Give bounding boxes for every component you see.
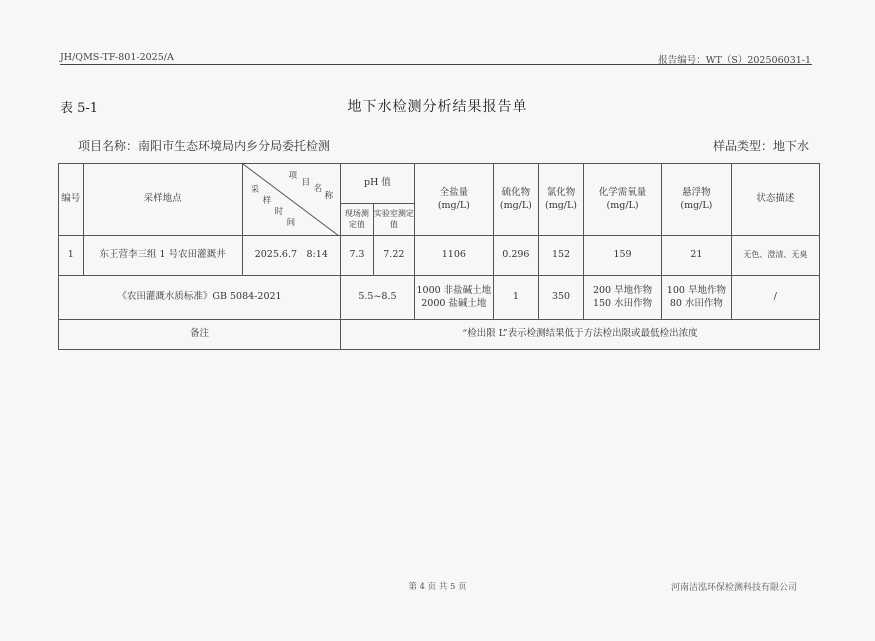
diag-item-char: 目 bbox=[301, 178, 311, 188]
report-title: 地下水检测分析结果报告单 bbox=[347, 99, 528, 115]
col-ph-header: pH 值 bbox=[341, 164, 415, 204]
document-code: JH/QMS-TF-801-2025/A bbox=[60, 52, 174, 63]
diag-time-char: 间 bbox=[286, 218, 296, 228]
cell-location: 东王营李三组 1 号农田灌溉井 bbox=[83, 236, 242, 276]
col-sulfide-header: 硫化物 (mg/L) bbox=[493, 164, 538, 236]
table-number: 表 5-1 bbox=[60, 101, 99, 116]
col-ph-lab-header: 实验室测定值 bbox=[373, 204, 414, 236]
diag-item-char: 称 bbox=[324, 191, 334, 201]
sample-type: 样品类型：地下水 bbox=[712, 139, 809, 153]
col-ph-field-header: 现场测定值 bbox=[341, 204, 374, 236]
results-table bbox=[58, 163, 820, 350]
diag-time-char: 样 bbox=[262, 196, 272, 206]
col-state-header: 状态描述 bbox=[731, 164, 819, 236]
cell-ss: 21 bbox=[662, 236, 732, 276]
diag-item-char: 名 bbox=[313, 184, 323, 194]
standard-ph: 5.5~8.5 bbox=[341, 276, 415, 320]
cell-index: 1 bbox=[59, 236, 84, 276]
col-ss-header: 悬浮物 (mg/L) bbox=[662, 164, 732, 236]
diag-time-char: 采 bbox=[250, 185, 260, 195]
remarks-label: 备注 bbox=[59, 320, 341, 350]
col-salt-header: 全盐量 (mg/L) bbox=[414, 164, 493, 236]
diagonal-header-cell bbox=[242, 164, 340, 236]
cell-salt: 1106 bbox=[414, 236, 493, 276]
standard-row bbox=[59, 276, 820, 320]
standard-ss: 100 旱地作物 80 水田作物 bbox=[662, 276, 732, 320]
standard-salt: 1000 非盐碱土地 2000 盐碱土地 bbox=[414, 276, 493, 320]
col-location-header: 采样地点 bbox=[83, 164, 242, 236]
table-row bbox=[59, 236, 820, 276]
col-index-header: 编号 bbox=[59, 164, 84, 236]
project-name: 项目名称：南阳市生态环境局内乡分局委托检测 bbox=[78, 139, 331, 153]
col-cod-header: 化学需氧量 (mg/L) bbox=[584, 164, 662, 236]
cell-cod: 159 bbox=[584, 236, 662, 276]
diag-item-char: 项 bbox=[288, 171, 298, 181]
standard-name: 《农田灌溉水质标准》GB 5084-2021 bbox=[59, 276, 341, 320]
cell-ph-lab: 7.22 bbox=[373, 236, 414, 276]
cell-state: 无色、澄清、无臭 bbox=[731, 236, 819, 276]
diag-time-char: 时 bbox=[274, 207, 284, 217]
standard-chloride: 350 bbox=[538, 276, 583, 320]
header-rule bbox=[60, 64, 812, 65]
standard-cod: 200 旱地作物 150 水田作物 bbox=[584, 276, 662, 320]
cell-time: 2025.6.7 8:14 bbox=[242, 236, 340, 276]
cell-ph-field: 7.3 bbox=[341, 236, 374, 276]
remarks-text: “检出限 L”表示检测结果低于方法检出限或最低检出浓度 bbox=[341, 320, 820, 350]
standard-sulfide: 1 bbox=[493, 276, 538, 320]
company-name: 河南洁泓环保检测科技有限公司 bbox=[670, 583, 797, 593]
report-number: 报告编号：WT（S）202506031-1 bbox=[658, 55, 811, 66]
remarks-row bbox=[59, 320, 820, 350]
cell-sulfide: 0.296 bbox=[493, 236, 538, 276]
page-number: 第 4 页 共 5 页 bbox=[408, 582, 467, 592]
col-chloride-header: 氯化物 (mg/L) bbox=[538, 164, 583, 236]
standard-state: / bbox=[731, 276, 819, 320]
cell-chloride: 152 bbox=[538, 236, 583, 276]
